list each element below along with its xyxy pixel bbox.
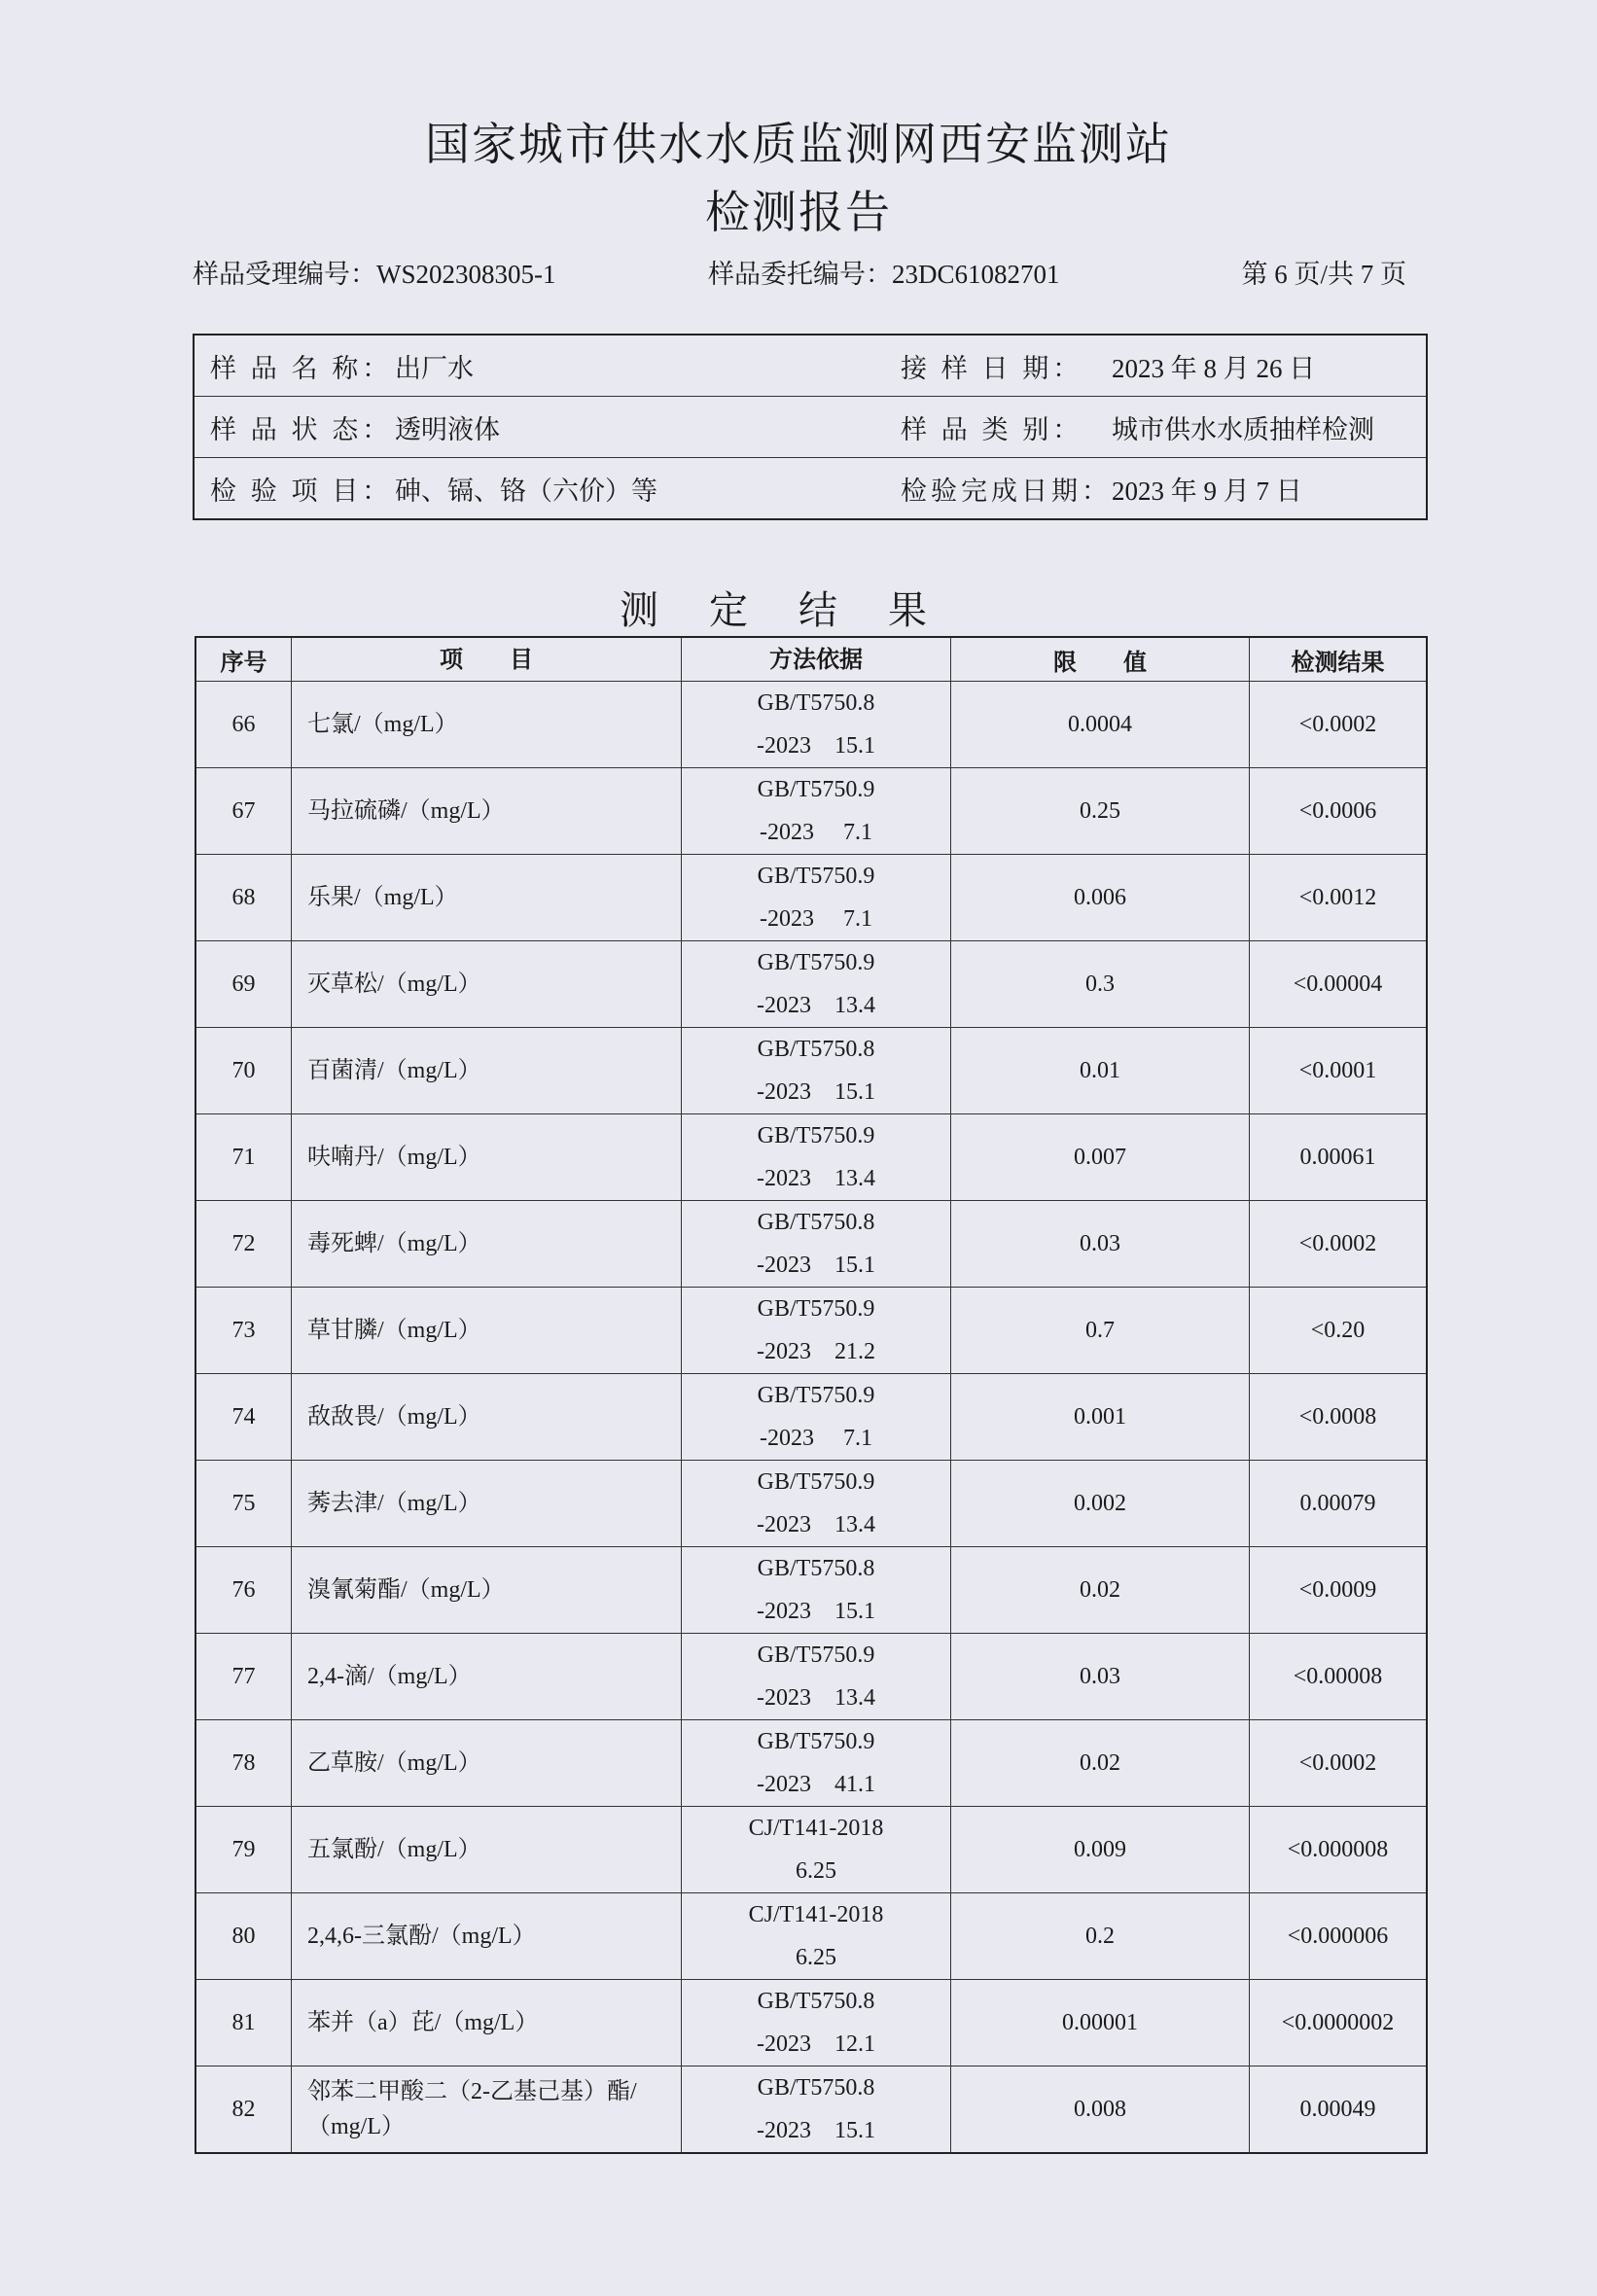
table-row — [195, 1720, 1427, 1807]
results-title: 测定结果 — [620, 588, 977, 633]
row-item: 草甘膦/（mg/L） — [292, 1288, 682, 1374]
table-row — [195, 1028, 1427, 1114]
method-standard: GB/T5750.9 — [757, 1729, 875, 1754]
row-result: <0.0008 — [1250, 1374, 1428, 1461]
row-limit: 0.008 — [951, 2066, 1250, 2154]
row-result: <0.0002 — [1250, 682, 1428, 768]
sample-category-value: 城市供水水质抽样检测 — [1112, 397, 1427, 458]
method-standard: GB/T5750.9 — [757, 1383, 875, 1408]
table-row — [195, 1201, 1427, 1288]
row-method — [682, 1634, 951, 1720]
row-item: 乙草胺/（mg/L） — [292, 1720, 682, 1807]
row-item: 毒死蜱/（mg/L） — [292, 1201, 682, 1288]
results-table — [195, 636, 1428, 2154]
row-result: <0.0012 — [1250, 855, 1428, 941]
method-clause: -2023 13.4 — [757, 1166, 875, 1191]
row-item: 百菌清/（mg/L） — [292, 1028, 682, 1114]
row-number: 70 — [195, 1028, 292, 1114]
row-item: 七氯/（mg/L） — [292, 682, 682, 768]
row-item: 2,4-滴/（mg/L） — [292, 1634, 682, 1720]
row-method — [682, 1288, 951, 1374]
method-standard: GB/T5750.8 — [757, 1037, 875, 1062]
row-item: 苯并（a）芘/（mg/L） — [292, 1980, 682, 2066]
row-number: 67 — [195, 768, 292, 855]
report-title-station: 国家城市供水水质监测网西安监测站 — [425, 118, 1172, 170]
table-row — [195, 855, 1427, 941]
row-limit: 0.006 — [951, 855, 1250, 941]
row-number: 81 — [195, 1980, 292, 2066]
sample-commission-number: 样品委托编号：23DC61082701 — [708, 260, 1060, 289]
row-number: 69 — [195, 941, 292, 1028]
row-number: 68 — [195, 855, 292, 941]
info-row — [194, 458, 1427, 520]
row-number: 78 — [195, 1720, 292, 1807]
method-clause: -2023 7.1 — [760, 906, 872, 932]
table-row — [195, 1288, 1427, 1374]
row-result: <0.0009 — [1250, 1547, 1428, 1634]
report-title-type: 检测报告 — [705, 186, 892, 238]
row-result: <0.0001 — [1250, 1028, 1428, 1114]
receive-date-value: 2023 年 8 月 26 日 — [1112, 353, 1316, 383]
method-standard: GB/T5750.8 — [757, 690, 875, 716]
method-standard: GB/T5750.8 — [757, 1210, 875, 1235]
method-standard: GB/T5750.9 — [757, 777, 875, 802]
row-limit: 0.7 — [951, 1288, 1250, 1374]
row-number: 76 — [195, 1547, 292, 1634]
method-clause: -2023 13.4 — [757, 993, 875, 1018]
row-limit: 0.03 — [951, 1634, 1250, 1720]
row-item: 呋喃丹/（mg/L） — [292, 1114, 682, 1201]
row-limit: 0.25 — [951, 768, 1250, 855]
row-method — [682, 1374, 951, 1461]
info-row — [194, 397, 1427, 458]
method-clause: -2023 15.1 — [757, 2118, 875, 2143]
row-number: 75 — [195, 1461, 292, 1547]
row-item: 灭草松/（mg/L） — [292, 941, 682, 1028]
table-row — [195, 1893, 1427, 1980]
row-limit: 0.01 — [951, 1028, 1250, 1114]
method-clause: -2023 15.1 — [757, 1079, 875, 1105]
row-item: 邻苯二甲酸二（2-乙基己基）酯/（mg/L） — [292, 2066, 682, 2154]
row-item: 溴氰菊酯/（mg/L） — [292, 1547, 682, 1634]
table-row — [195, 2066, 1427, 2154]
row-result: 0.00049 — [1250, 2066, 1428, 2154]
sample-state-value: 透明液体 — [395, 397, 901, 458]
reference-line — [193, 253, 1406, 288]
header-limit: 限 值 — [951, 637, 1250, 682]
row-method — [682, 768, 951, 855]
row-item: 马拉硫磷/（mg/L） — [292, 768, 682, 855]
method-standard: GB/T5750.9 — [757, 1643, 875, 1668]
row-item: 敌敌畏/（mg/L） — [292, 1374, 682, 1461]
row-limit: 0.001 — [951, 1374, 1250, 1461]
row-item: 莠去津/（mg/L） — [292, 1461, 682, 1547]
method-clause: -2023 21.2 — [757, 1339, 875, 1364]
row-result: <0.0002 — [1250, 1720, 1428, 1807]
sample-state-label: 样 品 状 态： — [194, 397, 395, 458]
method-standard: GB/T5750.8 — [757, 1989, 875, 2014]
row-method — [682, 1547, 951, 1634]
row-result: 0.00079 — [1250, 1461, 1428, 1547]
table-row — [195, 1807, 1427, 1893]
row-result: <0.000008 — [1250, 1807, 1428, 1893]
sample-name-value: 出厂水 — [395, 353, 474, 383]
sample-category-label: 样 品 类 别： — [901, 397, 1112, 458]
method-clause: -2023 12.1 — [757, 2031, 875, 2057]
table-row — [195, 1547, 1427, 1634]
row-item: 2,4,6-三氯酚/（mg/L） — [292, 1893, 682, 1980]
method-standard: CJ/T141-2018 — [748, 1816, 884, 1841]
row-item: 乐果/（mg/L） — [292, 855, 682, 941]
row-number: 74 — [195, 1374, 292, 1461]
method-standard: CJ/T141-2018 — [748, 1902, 884, 1927]
row-limit: 0.03 — [951, 1201, 1250, 1288]
method-clause: -2023 41.1 — [757, 1772, 875, 1797]
row-result: 0.00061 — [1250, 1114, 1428, 1201]
row-item: 五氯酚/（mg/L） — [292, 1807, 682, 1893]
method-standard: GB/T5750.9 — [757, 1296, 875, 1322]
method-clause: -2023 13.4 — [757, 1512, 875, 1537]
test-items-label: 检 验 项 目： — [194, 458, 395, 520]
method-clause: -2023 7.1 — [760, 820, 872, 845]
row-method — [682, 682, 951, 768]
method-clause: -2023 13.4 — [757, 1685, 875, 1711]
results-header-row — [195, 637, 1427, 682]
row-result: <0.0002 — [1250, 1201, 1428, 1288]
row-result: <0.0006 — [1250, 768, 1428, 855]
row-result: <0.000006 — [1250, 1893, 1428, 1980]
row-limit: 0.02 — [951, 1720, 1250, 1807]
method-standard: GB/T5750.8 — [757, 1556, 875, 1581]
page-indicator: 第 6 页/共 7 页 — [1241, 260, 1406, 289]
row-method — [682, 1720, 951, 1807]
row-method — [682, 941, 951, 1028]
row-limit: 0.0004 — [951, 682, 1250, 768]
sample-info-table — [193, 334, 1428, 520]
row-number: 82 — [195, 2066, 292, 2154]
header-item: 项 目 — [292, 637, 682, 682]
method-clause: -2023 7.1 — [760, 1426, 872, 1451]
row-method — [682, 855, 951, 941]
row-method — [682, 1461, 951, 1547]
row-limit: 0.002 — [951, 1461, 1250, 1547]
sample-receipt-number: 样品受理编号：WS202308305-1 — [193, 260, 556, 289]
row-number: 77 — [195, 1634, 292, 1720]
row-method — [682, 1893, 951, 1980]
table-row — [195, 1634, 1427, 1720]
table-row — [195, 1114, 1427, 1201]
table-row — [195, 1461, 1427, 1547]
row-number: 79 — [195, 1807, 292, 1893]
complete-date-label: 检验完成日期： — [901, 458, 1112, 520]
row-method — [682, 1114, 951, 1201]
row-method — [682, 1980, 951, 2066]
row-limit: 0.00001 — [951, 1980, 1250, 2066]
row-method — [682, 2066, 951, 2154]
row-limit: 0.009 — [951, 1807, 1250, 1893]
row-method — [682, 1028, 951, 1114]
receive-date-label: 接 样 日 期： — [901, 353, 1083, 383]
header-method: 方法依据 — [682, 637, 951, 682]
row-number: 66 — [195, 682, 292, 768]
row-number: 73 — [195, 1288, 292, 1374]
table-row — [195, 1374, 1427, 1461]
table-row — [195, 1980, 1427, 2066]
row-limit: 0.007 — [951, 1114, 1250, 1201]
header-result: 检测结果 — [1250, 637, 1428, 682]
method-standard: GB/T5750.9 — [757, 1469, 875, 1495]
row-result: <0.00008 — [1250, 1634, 1428, 1720]
method-clause: 6.25 — [796, 1945, 836, 1970]
method-clause: -2023 15.1 — [757, 1599, 875, 1624]
row-result: <0.0000002 — [1250, 1980, 1428, 2066]
row-limit: 0.3 — [951, 941, 1250, 1028]
method-clause: 6.25 — [796, 1858, 836, 1884]
table-row — [195, 682, 1427, 768]
test-items-value: 砷、镉、铬（六价）等 — [395, 458, 901, 520]
info-row — [194, 335, 1427, 397]
row-number: 71 — [195, 1114, 292, 1201]
row-number: 72 — [195, 1201, 292, 1288]
method-standard: GB/T5750.9 — [757, 864, 875, 889]
row-limit: 0.02 — [951, 1547, 1250, 1634]
method-standard: GB/T5750.9 — [757, 950, 875, 975]
method-clause: -2023 15.1 — [757, 1253, 875, 1278]
row-method — [682, 1807, 951, 1893]
sample-name-label: 样 品 名 称： — [210, 353, 393, 383]
row-limit: 0.2 — [951, 1893, 1250, 1980]
complete-date-value: 2023 年 9 月 7 日 — [1112, 458, 1427, 520]
method-standard: GB/T5750.9 — [757, 1123, 875, 1148]
row-result: <0.00004 — [1250, 941, 1428, 1028]
row-number: 80 — [195, 1893, 292, 1980]
header-no: 序号 — [195, 637, 292, 682]
row-result: <0.20 — [1250, 1288, 1428, 1374]
table-row — [195, 941, 1427, 1028]
row-method — [682, 1201, 951, 1288]
results-body — [195, 682, 1427, 2154]
method-clause: -2023 15.1 — [757, 733, 875, 759]
table-row — [195, 768, 1427, 855]
method-standard: GB/T5750.8 — [757, 2075, 875, 2101]
